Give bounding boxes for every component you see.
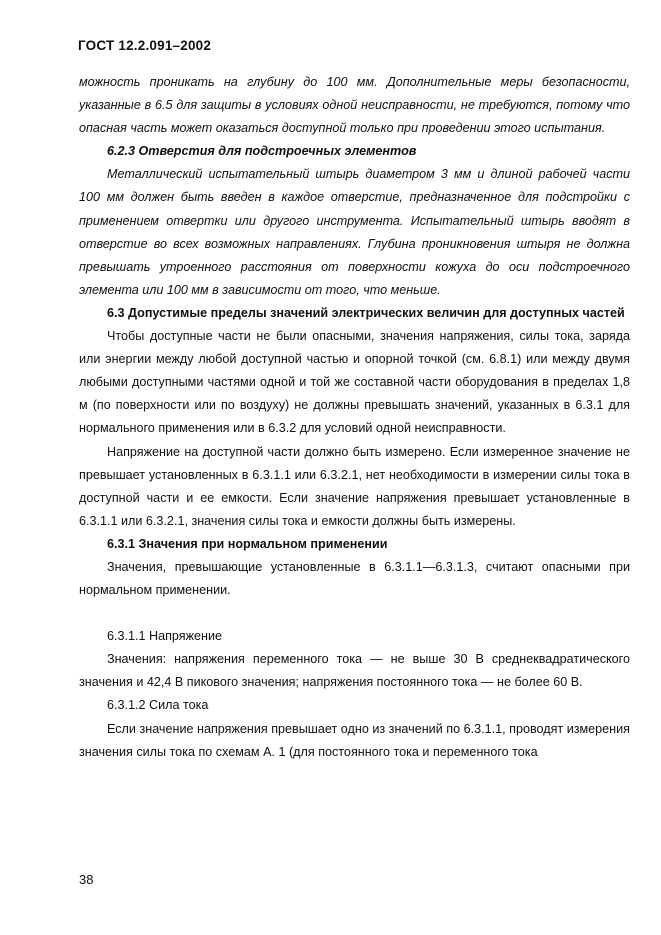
heading-6-3: 6.3 Допустимые пределы значений электрических величин для доступных частей: [107, 305, 625, 320]
document-header: ГОСТ 12.2.091–2002: [78, 38, 212, 53]
paragraph-6-3-1-1: Значения: напряжения переменного тока — не выше 30 В среднеквадратического значения и 42,4 В пикового значения; напряжения постоянного тока — не более 60 В.: [79, 652, 630, 690]
heading-6-3-1-2: 6.3.1.2 Сила тока: [107, 698, 209, 713]
heading-6-3-1-1: 6.3.1.1 Напряжение: [107, 629, 223, 644]
paragraph-continued: можность проникать на глубину до 100 мм. Дополнительные меры безопасности, указанные в 6.5 для защиты в условиях одной неисправности, не требуются, потому что опасная часть может оказаться доступной только при проведении этого испытания.: [79, 75, 630, 136]
heading-6-2-3: 6.2.3 Отверстия для подстроечных элементов: [107, 144, 417, 159]
paragraph-6-3-b: Напряжение на доступной части должно быть измерено. Если измеренное значение не превышает установленных в 6.3.1.1 или 6.3.2.1, нет необходимости в измерении силы тока в доступной части и ее емкости. Если значение напряжения превышает установленные в 6.3.1.1 или 6.3.2.1, значения силы тока и емкости должны быть измерены.: [79, 444, 630, 528]
paragraph-6-3-1-2: Если значение напряжения превышает одно из значений по 6.3.1.1, проводят измерения значения силы тока по схемам А. 1 (для постоянного тока и переменного тока: [79, 721, 630, 759]
paragraph-6-2-3: Металлический испытательный штырь диаметром 3 мм и длиной рабочей части 100 мм должен быть введен в каждое отверстие, предназначенное для подстройки с применением отвертки или другого инструмента. Испытательный штырь вводят в отверстие во всех возможных направлениях. Глубина проникновения штыря не должна превышать утроенного расстояния от поверхности кожуха до оси подстроечного элемента или 100 мм в зависимости от того, что меньше.: [79, 167, 630, 297]
page-number: 38: [79, 872, 94, 887]
page-body: [79, 71, 630, 764]
heading-6-3-1: 6.3.1 Значения при нормальном применении: [107, 536, 388, 551]
paragraph-6-3-a: Чтобы доступные части не были опасными, значения напряжения, силы тока, заряда или энергии между любой доступной частью и опорной точкой (см. 6.8.1) или между двумя любыми доступными частями одной и той же составной части оборудования в пределах 1,8 м (по поверхности или по воздуху) не должны превышать значений, указанных в 6.3.1 для нормального применения или в 6.3.2 для условий одной неисправности.: [79, 329, 630, 436]
paragraph-6-3-1: Значения, превышающие установленные в 6.3.1.1—6.3.1.3, считают опасными при нормальном применении.: [79, 559, 630, 598]
section-spacer: [79, 602, 630, 625]
